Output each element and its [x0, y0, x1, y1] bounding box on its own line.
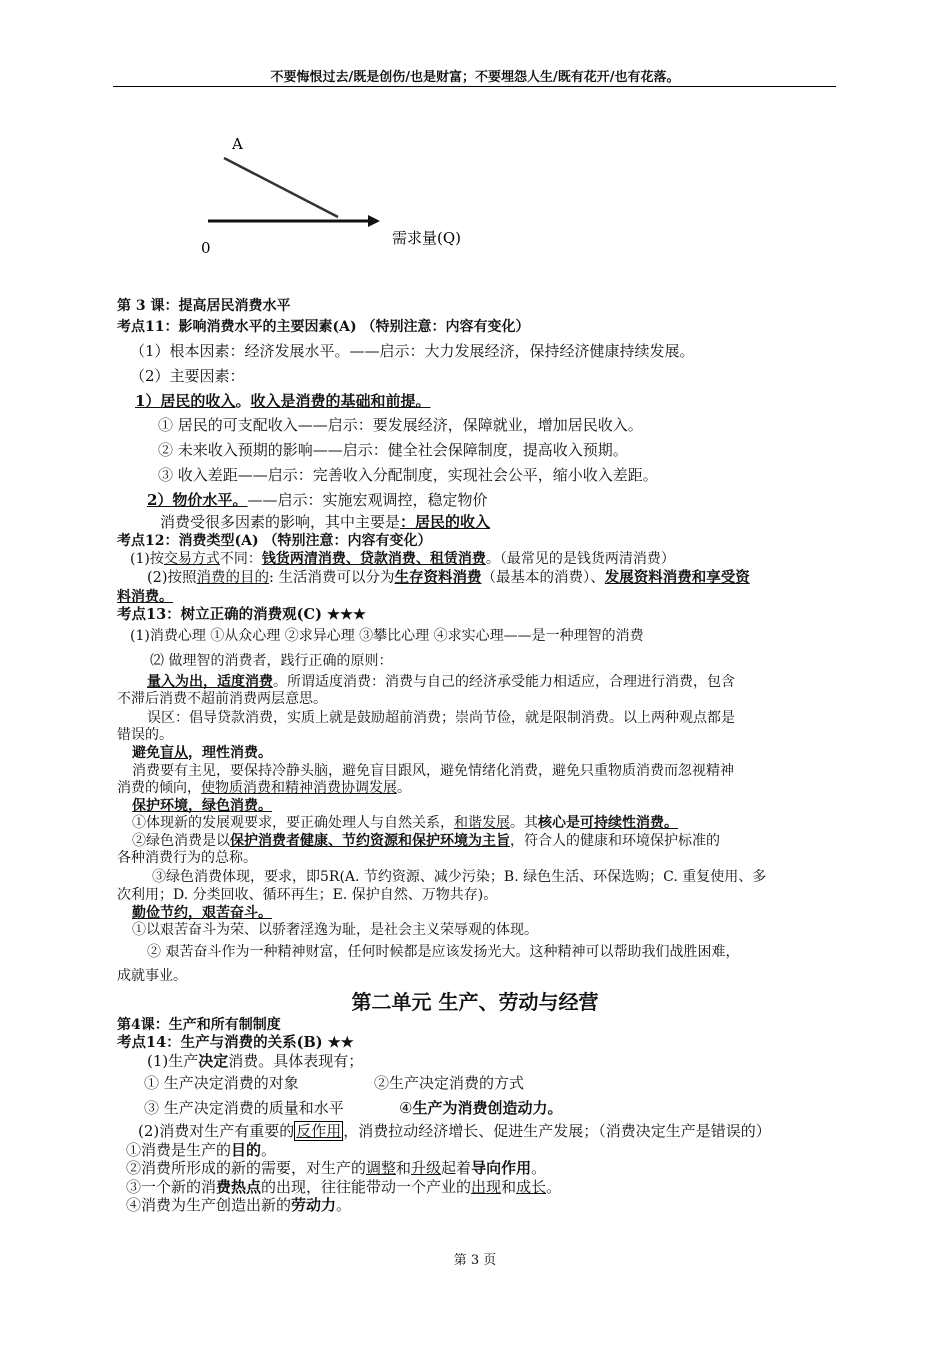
kp13-line15: 次利用；D. 分类回收、循环再生；E. 保护自然、万物共存)。: [117, 887, 498, 903]
kp11-line3: 1）居民的收入。收入是消费的基础和前提。: [135, 392, 431, 410]
kp14-line1: (1)生产决定消费。具体表现有；: [147, 1052, 364, 1070]
page-number: 第 3 页: [453, 1253, 497, 1268]
kp13-line11: ①体现新的发展观要求，要正确处理人与自然关系，和谐发展。其核心是可持续性消费。: [132, 815, 678, 831]
axis-arrow-icon: [368, 215, 380, 227]
kp13-title: 考点13：树立正确的消费观(C) ★★★: [117, 606, 366, 623]
kp13-line10: 保护环境，绿色消费。: [132, 798, 272, 814]
kp14-line2: ① 生产决定消费的对象 ②生产决定消费的方式: [144, 1074, 525, 1092]
origin-label: 0: [201, 239, 211, 255]
kp11-line8: 消费受很多因素的影响，其中主要是：居民的收入: [160, 513, 491, 531]
kp13-line18: ② 艰苦奋斗作为一种精神财富，任何时候都是应该发扬光大。这种精神可以帮助我们战胜困难，: [147, 944, 740, 960]
unit2-title: 第二单元 生产、劳动与经营: [351, 990, 599, 1014]
kp13-line8: 消费要有主见，要保持冷静头脑，避免盲目跟风，避免情绪化消费，避免只重物质消费而忽视精神: [132, 763, 734, 779]
kp14-line6: ②消费所形成的新的需要，对生产的调整和升级起着导向作用。: [126, 1159, 547, 1177]
kp11-title: 考点11：影响消费水平的主要因素(A) （特别注意：内容有变化）: [117, 319, 530, 335]
kp11-line4: ① 居民的可支配收入——启示：要发展经济，保障就业，增加居民收入。: [158, 416, 643, 434]
kp13-line12: ②绿色消费是以保护消费者健康、节约资源和保护环境为主旨，符合人的健康和环境保护标准的: [132, 833, 720, 849]
kp12-title: 考点12：消费类型(A) （特别注意：内容有变化）: [117, 533, 432, 549]
kp12-line3: 料消费。: [117, 589, 173, 605]
demand-figure: [150, 125, 490, 255]
kp14-title: 考点14：生产与消费的关系(B) ★★: [117, 1034, 354, 1051]
kp13-line3: 量入为出，适度消费。所谓适度消费：消费与自己的经济承受能力相适应，合理进行消费，包含: [147, 674, 735, 690]
kp13-line7: 避免盲从，理性消费。: [132, 745, 272, 761]
point-a-label: A: [232, 135, 243, 153]
kp11-line6: ③ 收入差距——启示：完善收入分配制度，实现社会公平，缩小收入差距。: [158, 466, 658, 484]
kp11-line2: （2）主要因素：: [130, 367, 245, 385]
kp13-line16: 勤俭节约，艰苦奋斗。: [132, 905, 272, 921]
kp13-line13: 各种消费行为的总称。: [117, 850, 257, 866]
kp11-line1: （1）根本因素：经济发展水平。——启示：大力发展经济，保持经济健康持续发展。: [130, 342, 695, 360]
lesson4-title: 第4课：生产和所有制制度: [117, 1017, 281, 1033]
kp12-line1: (1)按交易方式不同：钱货两清消费、贷款消费、租赁消费。（最常见的是钱货两清消费）: [130, 551, 675, 567]
header-rule: [113, 86, 836, 87]
lesson3-title: 第 3 课：提高居民消费水平: [117, 298, 291, 314]
kp13-line9: 消费的倾向，使物质消费和精神消费协调发展。: [117, 780, 411, 796]
kp13-line5: 误区：倡导贷款消费，实质上就是鼓励超前消费；崇尚节俭，就是限制消费。以上两种观点都是: [147, 710, 735, 726]
kp14-line3: ③ 生产决定消费的质量和水平 ④生产为消费创造动力。: [144, 1099, 563, 1117]
kp13-line6: 错误的。: [117, 727, 173, 743]
kp13-line14: ③绿色消费体现，要求，即5R(A. 节约资源、减少污染；B. 绿色生活、环保选购；C. 重复使用、多: [152, 869, 767, 885]
kp14-line4: (2)消费对生产有重要的 反作用 ，消费拉动经济增长、促进生产发展；（消费决定生产是错误的）: [138, 1122, 771, 1140]
demand-line: [224, 158, 338, 217]
kp13-line1: (1)消费心理 ①从众心理 ②求异心理 ③攀比心理 ④求实心理——是一种理智的消费: [130, 628, 644, 644]
kp14-line5: ①消费是生产的目的。: [126, 1141, 277, 1159]
kp12-line2: (2)按照消费的目的: 生活消费可以分为生存资料消费（最基本的消费）、发展资料消费和享受资: [147, 569, 750, 586]
header-motto: 不要悔恨过去/既是创伤/也是财富；不要埋怨人生/既有花开/也有花落。: [270, 70, 680, 85]
kp11-line7: 2）物价水平。——启示：实施宏观调控，稳定物价: [147, 491, 488, 509]
kp13-line17: ①以艰苦奋斗为荣、以骄奢淫逸为耻，是社会主义荣辱观的体现。: [132, 922, 538, 938]
kp14-line8: ④消费为生产创造出新的劳动力。: [126, 1196, 352, 1214]
kp11-line5: ② 未来收入预期的影响——启示：健全社会保障制度，提高收入预期。: [158, 441, 628, 459]
kp13-line19: 成就事业。: [117, 968, 187, 984]
axis-label: 需求量(Q): [392, 229, 462, 247]
kp13-line2: ⑵ 做理智的消费者，践行正确的原则：: [150, 653, 393, 669]
kp14-line7: ③一个新的消费热点的出现，往往能带动一个产业的出现和成长。: [126, 1178, 562, 1196]
kp13-line4: 不滞后消费不超前消费两层意思。: [117, 691, 327, 707]
